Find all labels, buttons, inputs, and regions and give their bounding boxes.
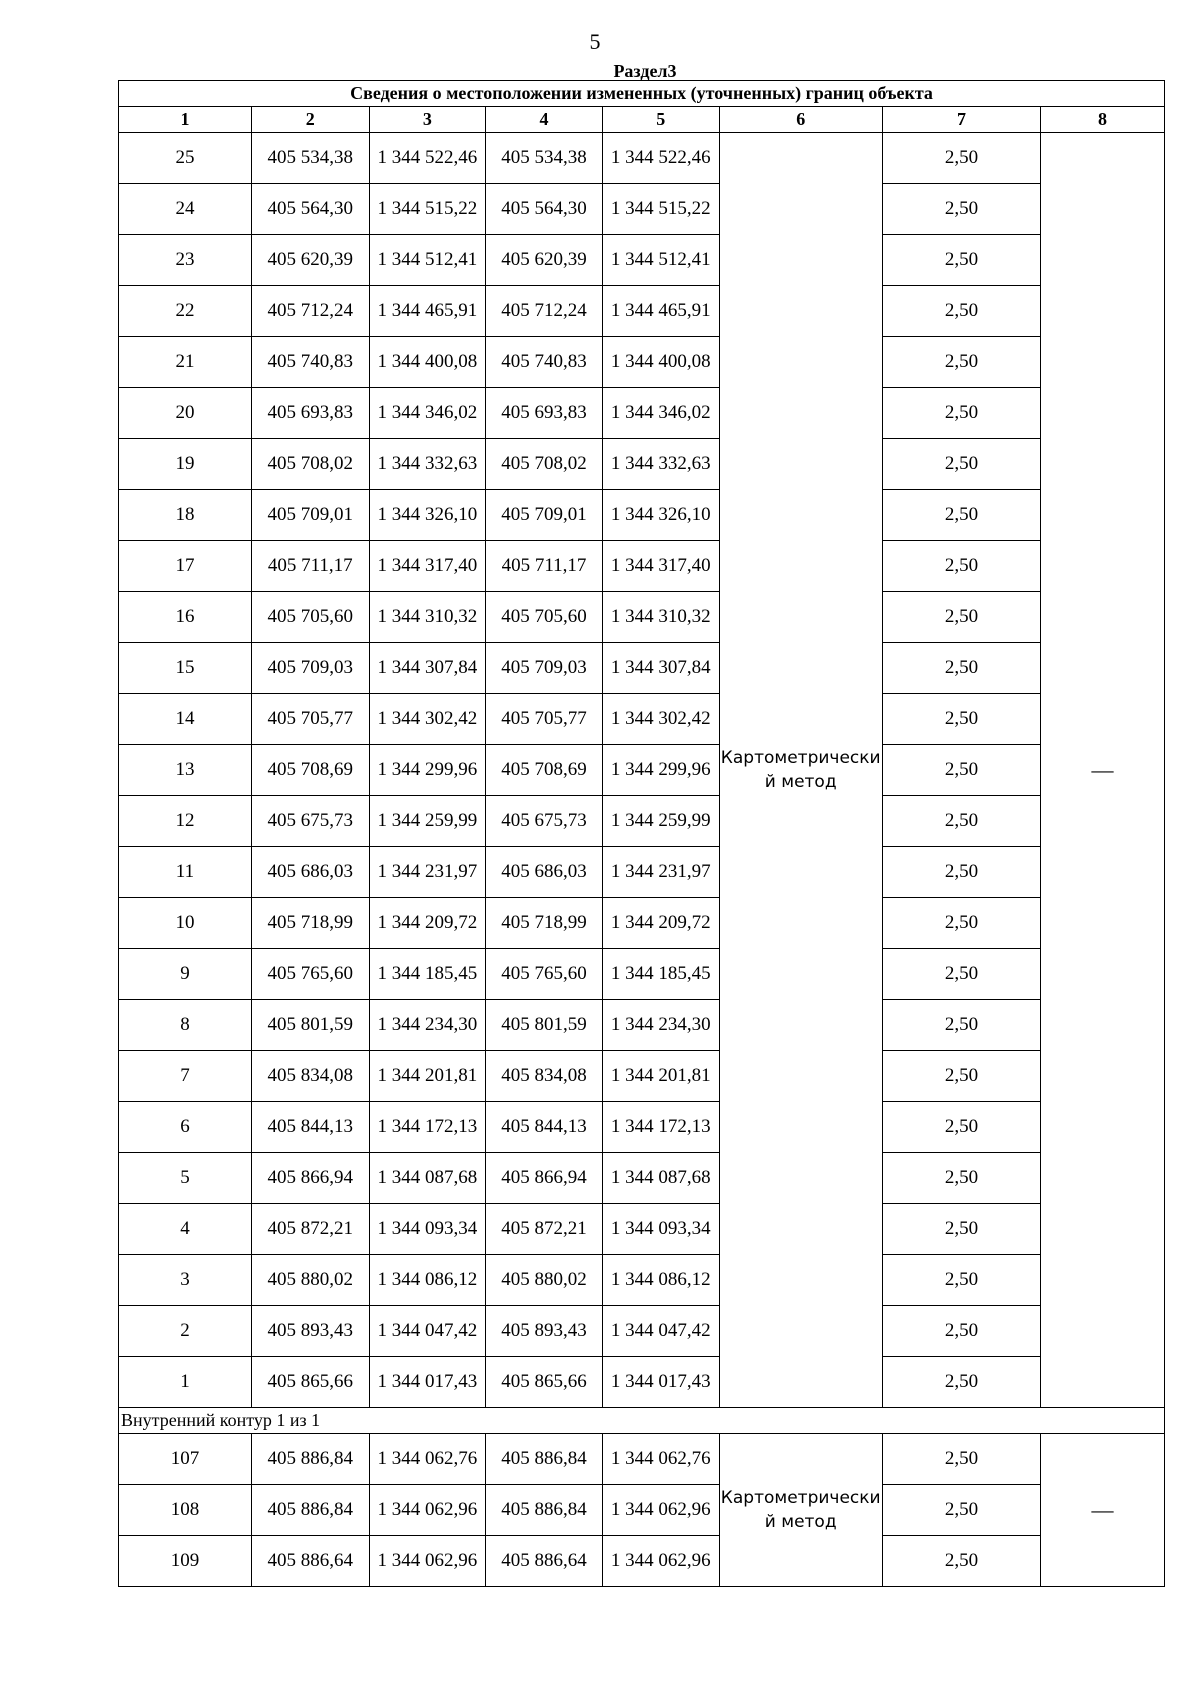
table-row [119, 796, 1165, 847]
point-number-cell: 108 [119, 1485, 252, 1536]
x-coordinate-cell: 405 709,03 [486, 643, 603, 694]
point-number-cell: 2 [119, 1306, 252, 1357]
table-row [119, 694, 1165, 745]
x-coordinate-cell: 405 708,02 [486, 439, 603, 490]
accuracy-cell: 2,50 [882, 1204, 1040, 1255]
point-number-cell: 3 [119, 1255, 252, 1306]
x-coordinate-cell: 405 693,83 [251, 388, 369, 439]
accuracy-cell: 2,50 [882, 133, 1040, 184]
y-coordinate-cell: 1 344 086,12 [602, 1255, 719, 1306]
x-coordinate-cell: 405 705,60 [486, 592, 603, 643]
y-coordinate-cell: 1 344 234,30 [369, 1000, 486, 1051]
x-coordinate-cell: 405 740,83 [486, 337, 603, 388]
y-coordinate-cell: 1 344 465,91 [602, 286, 719, 337]
y-coordinate-cell: 1 344 310,32 [602, 592, 719, 643]
x-coordinate-cell: 405 711,17 [251, 541, 369, 592]
y-coordinate-cell: 1 344 465,91 [369, 286, 486, 337]
accuracy-cell: 2,50 [882, 1255, 1040, 1306]
accuracy-cell: 2,50 [882, 898, 1040, 949]
method-cell: Картометрически й метод [719, 1434, 882, 1587]
y-coordinate-cell: 1 344 201,81 [602, 1051, 719, 1102]
y-coordinate-cell: 1 344 302,42 [369, 694, 486, 745]
y-coordinate-cell: 1 344 062,76 [369, 1434, 486, 1485]
x-coordinate-cell: 405 865,66 [486, 1357, 603, 1408]
x-coordinate-cell: 405 620,39 [251, 235, 369, 286]
accuracy-cell: 2,50 [882, 184, 1040, 235]
x-coordinate-cell: 405 708,02 [251, 439, 369, 490]
y-coordinate-cell: 1 344 326,10 [369, 490, 486, 541]
x-coordinate-cell: 405 834,08 [486, 1051, 603, 1102]
y-coordinate-cell: 1 344 062,96 [602, 1485, 719, 1536]
y-coordinate-cell: 1 344 185,45 [602, 949, 719, 1000]
table-row [119, 1102, 1165, 1153]
point-number-cell: 9 [119, 949, 252, 1000]
accuracy-cell: 2,50 [882, 694, 1040, 745]
table-row [119, 286, 1165, 337]
point-number-cell: 10 [119, 898, 252, 949]
x-coordinate-cell: 405 712,24 [251, 286, 369, 337]
accuracy-cell: 2,50 [882, 796, 1040, 847]
x-coordinate-cell: 405 886,84 [486, 1434, 603, 1485]
accuracy-cell: 2,50 [882, 745, 1040, 796]
x-coordinate-cell: 405 534,38 [251, 133, 369, 184]
x-coordinate-cell: 405 564,30 [251, 184, 369, 235]
x-coordinate-cell: 405 886,64 [251, 1536, 369, 1587]
y-coordinate-cell: 1 344 209,72 [602, 898, 719, 949]
point-number-cell: 5 [119, 1153, 252, 1204]
y-coordinate-cell: 1 344 299,96 [602, 745, 719, 796]
point-number-cell: 1 [119, 1357, 252, 1408]
x-coordinate-cell: 405 705,77 [251, 694, 369, 745]
point-number-cell: 6 [119, 1102, 252, 1153]
column-number: 1 [119, 107, 252, 133]
inner-contour-body [119, 1434, 1165, 1587]
table-row [119, 439, 1165, 490]
accuracy-cell: 2,50 [882, 1485, 1040, 1536]
column8-cell: — [1041, 133, 1165, 1408]
column-number: 7 [882, 107, 1040, 133]
page-number: 5 [589, 29, 601, 54]
y-coordinate-cell: 1 344 346,02 [602, 388, 719, 439]
table-row [119, 847, 1165, 898]
table-row [119, 184, 1165, 235]
x-coordinate-cell: 405 686,03 [486, 847, 603, 898]
x-coordinate-cell: 405 866,94 [486, 1153, 603, 1204]
column-number: 2 [251, 107, 369, 133]
x-coordinate-cell: 405 711,17 [486, 541, 603, 592]
point-number-cell: 15 [119, 643, 252, 694]
y-coordinate-cell: 1 344 234,30 [602, 1000, 719, 1051]
table-row [119, 541, 1165, 592]
point-number-cell: 12 [119, 796, 252, 847]
table-row [119, 1357, 1165, 1408]
point-number-cell: 19 [119, 439, 252, 490]
table-row [119, 745, 1165, 796]
table-row [119, 1255, 1165, 1306]
x-coordinate-cell: 405 675,73 [486, 796, 603, 847]
x-coordinate-cell: 405 765,60 [486, 949, 603, 1000]
table-row [119, 1051, 1165, 1102]
y-coordinate-cell: 1 344 259,99 [602, 796, 719, 847]
x-coordinate-cell: 405 834,08 [251, 1051, 369, 1102]
x-coordinate-cell: 405 705,77 [486, 694, 603, 745]
point-number-cell: 11 [119, 847, 252, 898]
x-coordinate-cell: 405 740,83 [251, 337, 369, 388]
y-coordinate-cell: 1 344 515,22 [369, 184, 486, 235]
point-number-cell: 14 [119, 694, 252, 745]
x-coordinate-cell: 405 708,69 [486, 745, 603, 796]
table-row [119, 898, 1165, 949]
y-coordinate-cell: 1 344 062,96 [602, 1536, 719, 1587]
y-coordinate-cell: 1 344 047,42 [369, 1306, 486, 1357]
y-coordinate-cell: 1 344 317,40 [369, 541, 486, 592]
y-coordinate-cell: 1 344 332,63 [602, 439, 719, 490]
y-coordinate-cell: 1 344 299,96 [369, 745, 486, 796]
point-number-cell: 18 [119, 490, 252, 541]
section-title: Раздел3 [613, 61, 677, 81]
accuracy-cell: 2,50 [882, 643, 1040, 694]
y-coordinate-cell: 1 344 062,96 [369, 1536, 486, 1587]
y-coordinate-cell: 1 344 231,97 [369, 847, 486, 898]
x-coordinate-cell: 405 708,69 [251, 745, 369, 796]
accuracy-cell: 2,50 [882, 286, 1040, 337]
point-number-cell: 107 [119, 1434, 252, 1485]
point-number-cell: 22 [119, 286, 252, 337]
accuracy-cell: 2,50 [882, 1434, 1040, 1485]
x-coordinate-cell: 405 844,13 [251, 1102, 369, 1153]
x-coordinate-cell: 405 886,84 [486, 1485, 603, 1536]
y-coordinate-cell: 1 344 512,41 [369, 235, 486, 286]
x-coordinate-cell: 405 705,60 [251, 592, 369, 643]
x-coordinate-cell: 405 886,84 [251, 1485, 369, 1536]
point-number-cell: 109 [119, 1536, 252, 1587]
accuracy-cell: 2,50 [882, 439, 1040, 490]
boundary-coordinates-table [118, 80, 1165, 1587]
point-number-cell: 16 [119, 592, 252, 643]
y-coordinate-cell: 1 344 317,40 [602, 541, 719, 592]
table-row [119, 1434, 1165, 1485]
column-number: 4 [486, 107, 603, 133]
table-row [119, 1153, 1165, 1204]
x-coordinate-cell: 405 686,03 [251, 847, 369, 898]
point-number-cell: 25 [119, 133, 252, 184]
x-coordinate-cell: 405 893,43 [251, 1306, 369, 1357]
point-number-cell: 23 [119, 235, 252, 286]
accuracy-cell: 2,50 [882, 1306, 1040, 1357]
x-coordinate-cell: 405 880,02 [251, 1255, 369, 1306]
x-coordinate-cell: 405 886,84 [251, 1434, 369, 1485]
table-row [119, 1000, 1165, 1051]
table-row [119, 1306, 1165, 1357]
accuracy-cell: 2,50 [882, 1536, 1040, 1587]
y-coordinate-cell: 1 344 302,42 [602, 694, 719, 745]
column-number: 5 [602, 107, 719, 133]
column-number-row [119, 107, 1165, 133]
x-coordinate-cell: 405 712,24 [486, 286, 603, 337]
y-coordinate-cell: 1 344 400,08 [369, 337, 486, 388]
point-number-cell: 13 [119, 745, 252, 796]
y-coordinate-cell: 1 344 172,13 [602, 1102, 719, 1153]
y-coordinate-cell: 1 344 017,43 [602, 1357, 719, 1408]
table-row [119, 133, 1165, 184]
x-coordinate-cell: 405 718,99 [486, 898, 603, 949]
accuracy-cell: 2,50 [882, 949, 1040, 1000]
table-row [119, 949, 1165, 1000]
x-coordinate-cell: 405 865,66 [251, 1357, 369, 1408]
point-number-cell: 7 [119, 1051, 252, 1102]
y-coordinate-cell: 1 344 231,97 [602, 847, 719, 898]
outer-contour-body [119, 133, 1165, 1408]
y-coordinate-cell: 1 344 310,32 [369, 592, 486, 643]
y-coordinate-cell: 1 344 062,76 [602, 1434, 719, 1485]
y-coordinate-cell: 1 344 515,22 [602, 184, 719, 235]
table-row [119, 1485, 1165, 1536]
method-cell: Картометрически й метод [719, 133, 882, 1408]
point-number-cell: 17 [119, 541, 252, 592]
table-row [119, 388, 1165, 439]
accuracy-cell: 2,50 [882, 1357, 1040, 1408]
accuracy-cell: 2,50 [882, 235, 1040, 286]
table-row [119, 1204, 1165, 1255]
y-coordinate-cell: 1 344 346,02 [369, 388, 486, 439]
x-coordinate-cell: 405 709,01 [486, 490, 603, 541]
table-row [119, 490, 1165, 541]
point-number-cell: 4 [119, 1204, 252, 1255]
y-coordinate-cell: 1 344 185,45 [369, 949, 486, 1000]
x-coordinate-cell: 405 564,30 [486, 184, 603, 235]
accuracy-cell: 2,50 [882, 1051, 1040, 1102]
y-coordinate-cell: 1 344 332,63 [369, 439, 486, 490]
y-coordinate-cell: 1 344 172,13 [369, 1102, 486, 1153]
accuracy-cell: 2,50 [882, 1000, 1040, 1051]
column8-cell: — [1041, 1434, 1165, 1587]
point-number-cell: 8 [119, 1000, 252, 1051]
x-coordinate-cell: 405 801,59 [486, 1000, 603, 1051]
x-coordinate-cell: 405 675,73 [251, 796, 369, 847]
accuracy-cell: 2,50 [882, 847, 1040, 898]
point-number-cell: 24 [119, 184, 252, 235]
column-number: 6 [719, 107, 882, 133]
accuracy-cell: 2,50 [882, 592, 1040, 643]
y-coordinate-cell: 1 344 087,68 [602, 1153, 719, 1204]
y-coordinate-cell: 1 344 209,72 [369, 898, 486, 949]
y-coordinate-cell: 1 344 512,41 [602, 235, 719, 286]
column-number: 3 [369, 107, 486, 133]
table-row [119, 235, 1165, 286]
column-number: 8 [1041, 107, 1165, 133]
table-caption: Сведения о местоположении измененных (уточненных) границ объекта [119, 81, 1165, 107]
y-coordinate-cell: 1 344 307,84 [602, 643, 719, 694]
x-coordinate-cell: 405 844,13 [486, 1102, 603, 1153]
x-coordinate-cell: 405 886,64 [486, 1536, 603, 1587]
point-number-cell: 20 [119, 388, 252, 439]
accuracy-cell: 2,50 [882, 388, 1040, 439]
x-coordinate-cell: 405 709,01 [251, 490, 369, 541]
y-coordinate-cell: 1 344 017,43 [369, 1357, 486, 1408]
y-coordinate-cell: 1 344 093,34 [602, 1204, 719, 1255]
y-coordinate-cell: 1 344 522,46 [369, 133, 486, 184]
y-coordinate-cell: 1 344 326,10 [602, 490, 719, 541]
y-coordinate-cell: 1 344 047,42 [602, 1306, 719, 1357]
x-coordinate-cell: 405 620,39 [486, 235, 603, 286]
inner-contour-header [119, 1408, 1165, 1434]
x-coordinate-cell: 405 801,59 [251, 1000, 369, 1051]
y-coordinate-cell: 1 344 307,84 [369, 643, 486, 694]
table-row [119, 643, 1165, 694]
y-coordinate-cell: 1 344 522,46 [602, 133, 719, 184]
y-coordinate-cell: 1 344 093,34 [369, 1204, 486, 1255]
table-row [119, 592, 1165, 643]
x-coordinate-cell: 405 872,21 [251, 1204, 369, 1255]
accuracy-cell: 2,50 [882, 1102, 1040, 1153]
x-coordinate-cell: 405 866,94 [251, 1153, 369, 1204]
y-coordinate-cell: 1 344 400,08 [602, 337, 719, 388]
table-row [119, 1536, 1165, 1587]
x-coordinate-cell: 405 718,99 [251, 898, 369, 949]
x-coordinate-cell: 405 693,83 [486, 388, 603, 439]
y-coordinate-cell: 1 344 259,99 [369, 796, 486, 847]
accuracy-cell: 2,50 [882, 541, 1040, 592]
accuracy-cell: 2,50 [882, 1153, 1040, 1204]
x-coordinate-cell: 405 893,43 [486, 1306, 603, 1357]
x-coordinate-cell: 405 534,38 [486, 133, 603, 184]
y-coordinate-cell: 1 344 086,12 [369, 1255, 486, 1306]
x-coordinate-cell: 405 709,03 [251, 643, 369, 694]
inner-contour-label: Внутренний контур 1 из 1 [119, 1408, 1165, 1434]
accuracy-cell: 2,50 [882, 490, 1040, 541]
point-number-cell: 21 [119, 337, 252, 388]
y-coordinate-cell: 1 344 087,68 [369, 1153, 486, 1204]
accuracy-cell: 2,50 [882, 337, 1040, 388]
y-coordinate-cell: 1 344 062,96 [369, 1485, 486, 1536]
table-row [119, 337, 1165, 388]
x-coordinate-cell: 405 872,21 [486, 1204, 603, 1255]
x-coordinate-cell: 405 765,60 [251, 949, 369, 1000]
y-coordinate-cell: 1 344 201,81 [369, 1051, 486, 1102]
x-coordinate-cell: 405 880,02 [486, 1255, 603, 1306]
